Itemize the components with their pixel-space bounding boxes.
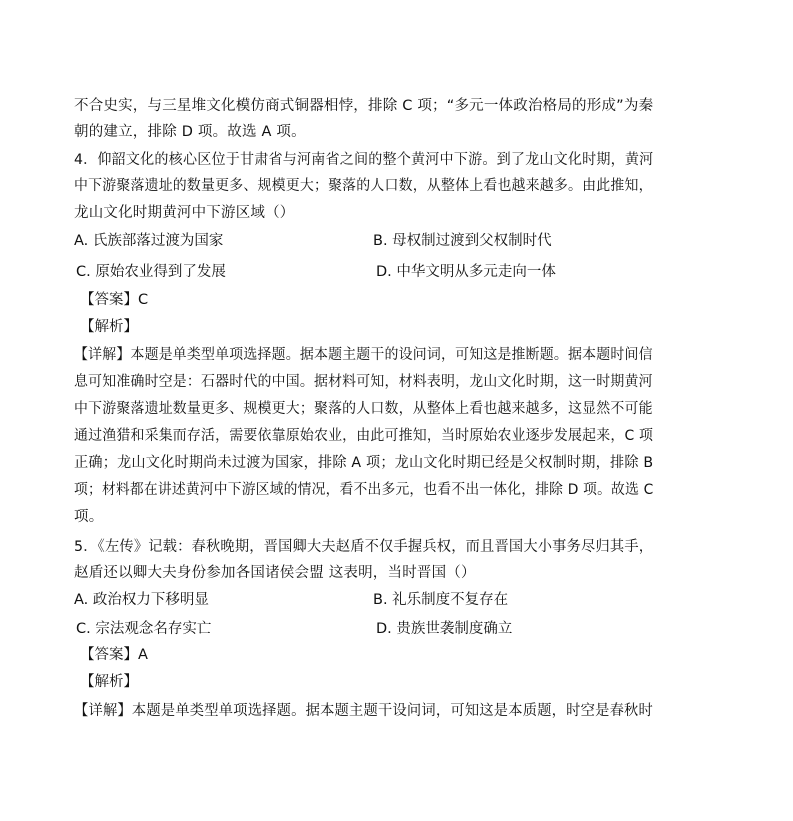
q5-option-b: B. 礼乐制度不复存在 (373, 592, 509, 608)
q4-option-c: C. 原始农业得到了发展 (76, 264, 226, 280)
q4-detail-line-4: 通过渔猎和采集而存活，需要依靠原始农业，由此可推知，当时原始农业逐步发展起来，C 项 (74, 428, 654, 444)
q5-stem-line-1: 5．《左传》记载：春秋晚期，晋国卿大夫赵盾不仅手握兵权，而且晋国大小事务尽归其手， (74, 539, 654, 555)
q4-detail-line-3: 中下游聚落遗址数量更多、规模更大；聚落的人口数，从整体上看也越来越多，这显然不可能 (74, 401, 653, 417)
q4-stem-line-2: 中下游聚落遗址的数量更多、规模更大；聚落的人口数，从整体上看也越来越多。由此推知， (74, 178, 653, 194)
q5-option-c: C. 宗法观念名存实亡 (76, 621, 212, 637)
q4-stem-line-3: 龙山文化时期黄河中下游区域（） (74, 205, 295, 221)
q4-detail-line-6: 项；材料都在讲述黄河中下游区域的情况，看不出多元，也看不出一体化，排除 D 项。故选 C (74, 482, 654, 498)
q5-answer: 【答案】A (80, 647, 148, 663)
q4-detail-line-1: 【详解】本题是单类型单项选择题。据本题主题干的设问词，可知这是推断题。据本题时间信 (74, 347, 653, 363)
q4-option-a: A. 氏族部落过渡为国家 (74, 233, 224, 249)
q4-stem-line-1: 4．仰韶文化的核心区位于甘肃省与河南省之间的整个黄河中下游。到了龙山文化时期，黄河 (74, 152, 654, 168)
prev-answer-line-2: 朝的建立，排除 D 项。故选 A 项。 (74, 124, 306, 140)
q5-option-d: D. 贵族世袭制度确立 (376, 621, 513, 637)
q4-analysis-label: 【解析】 (80, 319, 138, 335)
q5-detail-line-1: 【详解】本题是单类型单项选择题。据本题主题干设问词，可知这是本质题，时空是春秋时 (74, 703, 653, 719)
q4-option-d: D. 中华文明从多元走向一体 (376, 264, 556, 280)
q4-detail-line-2: 息可知准确时空是：石器时代的中国。据材料可知，材料表明，龙山文化时期，这一时期黄河 (74, 374, 653, 390)
prev-answer-line-1: 不合史实，与三星堆文化模仿商式铜器相悖，排除 C 项；“多元一体政治格局的形成”为秦 (74, 98, 654, 114)
q5-analysis-label: 【解析】 (80, 674, 138, 690)
q5-stem-line-2: 赵盾还以卿大夫身份参加各国诸侯会盟 这表明，当时晋国（） (74, 565, 476, 581)
q4-detail-line-5: 正确；龙山文化时期尚未过渡为国家，排除 A 项；龙山文化时期已经是父权制时期，排除 B (74, 455, 654, 471)
q4-answer: 【答案】C (80, 292, 149, 308)
q5-option-a: A. 政治权力下移明显 (74, 592, 209, 608)
q4-detail-line-7: 项。 (74, 509, 104, 525)
q4-option-b: B. 母权制过渡到父权制时代 (373, 233, 552, 249)
